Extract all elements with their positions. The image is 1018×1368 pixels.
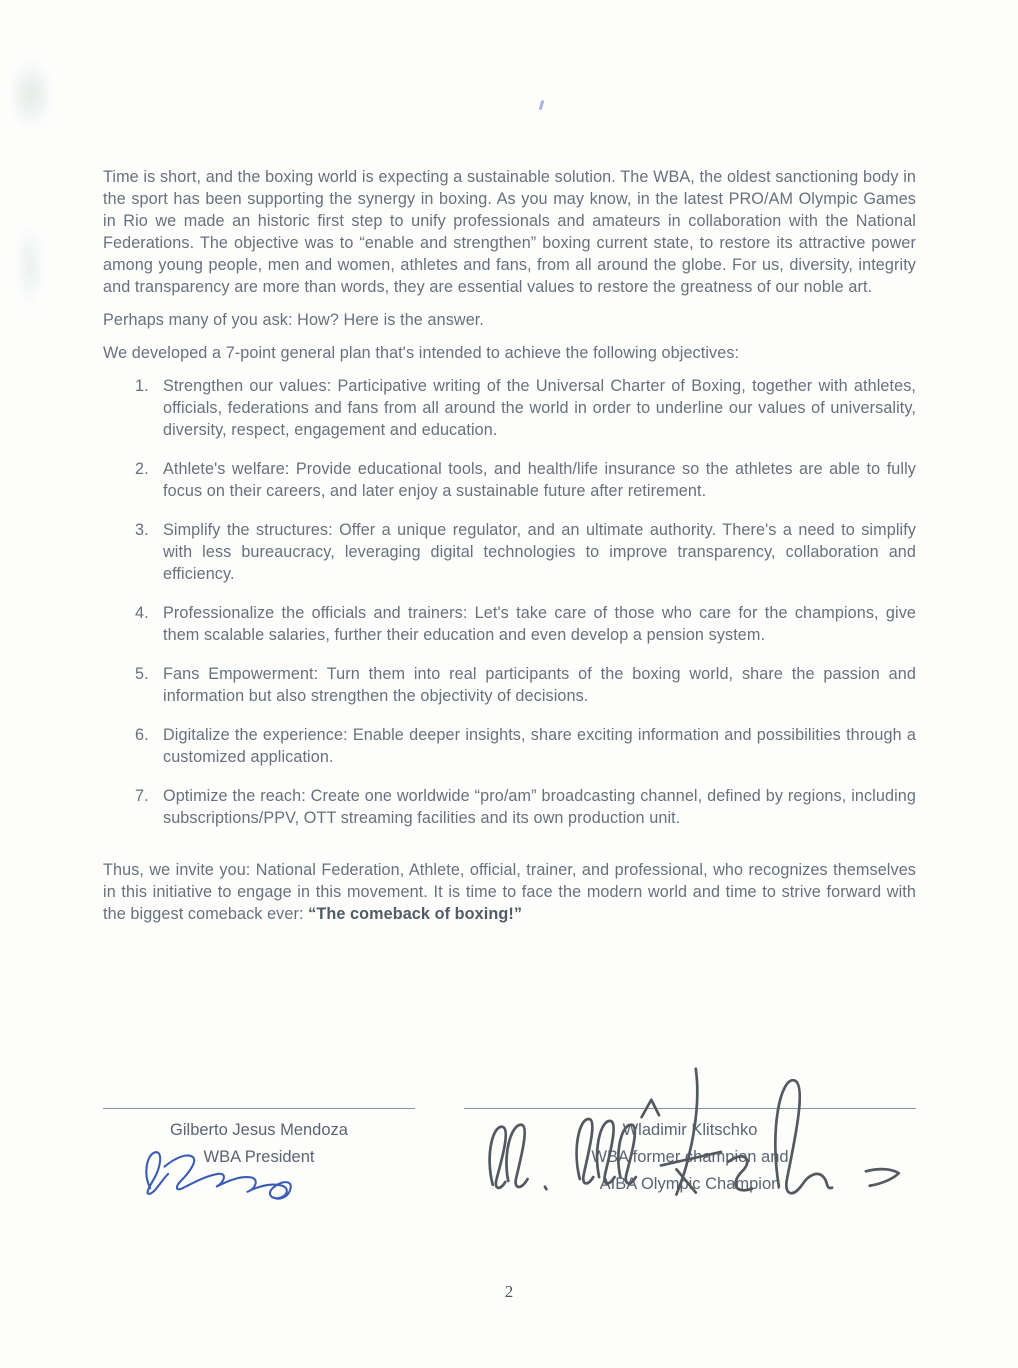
scan-smudge xyxy=(14,224,46,308)
klitschko-signature-image xyxy=(464,1063,914,1208)
paragraph-plan: We developed a 7-point general plan that's intended to achieve the following objectives: xyxy=(103,344,740,362)
list-item-text: Athlete's welfare: Provide educational tools, and health/life insurance so the athletes are able to fully focus on their careers, and later enjoy a sustainable future after retirement. xyxy=(163,460,916,500)
list-item-number: 4. xyxy=(135,604,149,622)
signature-block xyxy=(103,1108,916,1198)
paragraph-closing xyxy=(103,859,916,925)
list-item xyxy=(103,724,916,768)
signatory-name: Gilberto Jesus Mendoza xyxy=(170,1121,348,1139)
list-item-number: 7. xyxy=(135,787,149,805)
signatory-name: Wladimir Klitschko xyxy=(622,1121,758,1139)
list-item xyxy=(103,375,916,441)
closing-text: Thus, we invite you: National Federation, Athlete, official, trainer, and professional, who recognizes themselves in this initiative to engage in this movement. It is time to face the modern world and time to strive forward with the biggest comeback ever: xyxy=(103,861,916,923)
signature-klitschko xyxy=(464,1108,916,1198)
list-item-number: 6. xyxy=(135,726,149,744)
objectives-list xyxy=(103,375,916,829)
list-item-text: Strengthen our values: Participative writing of the Universal Charter of Boxing, together with athletes, officials, federations and fans from all around the world in order to underline our values of universality, diversity, respect, engagement and education. xyxy=(163,377,916,439)
list-item xyxy=(103,458,916,502)
scan-smudge xyxy=(8,58,54,130)
list-item-text: Digitalize the experience: Enable deeper insights, share exciting information and possibilities through a customized application. xyxy=(163,726,916,766)
list-item-text: Simplify the structures: Offer a unique regulator, and an ultimate authority. There's a need to simplify with less bureaucracy, leveraging digital technologies to improve transparency, collaboration and efficiency. xyxy=(163,521,916,583)
list-item-text: Optimize the reach: Create one worldwide “pro/am” broadcasting channel, defined by regions, including subscriptions/PPV, OTT streaming facilities and its own production unit. xyxy=(163,787,916,827)
list-item-text: Fans Empowerment: Turn them into real participants of the boxing world, share the passion and information but also strengthen the objectivity of decisions. xyxy=(163,665,916,705)
list-item xyxy=(103,663,916,707)
letter-body xyxy=(103,166,916,936)
page-number: 2 xyxy=(504,1282,514,1301)
pen-mark-artifact xyxy=(539,100,544,110)
list-item xyxy=(103,519,916,585)
list-item-number: 2. xyxy=(135,460,149,478)
signature-mendoza xyxy=(103,1108,415,1198)
list-item-number: 1. xyxy=(135,377,149,395)
signatory-title: WBA former champion and xyxy=(591,1148,789,1166)
signatory-title: WBA President xyxy=(203,1148,315,1166)
list-item-number: 3. xyxy=(135,521,149,539)
list-item-text: Professionalize the officials and trainers: Let's take care of those who care for the champions, give them scalable salaries, further their education and even develop a pension system. xyxy=(163,604,916,644)
signatory-title: AIBA Olympic Champion xyxy=(599,1175,781,1193)
paragraph-question: Perhaps many of you ask: How? Here is the answer. xyxy=(103,311,484,329)
mendoza-signature-image xyxy=(125,1139,395,1205)
closing-bold-text: “The comeback of boxing!” xyxy=(308,905,523,923)
list-item xyxy=(103,785,916,829)
paragraph-intro: Time is short, and the boxing world is expecting a sustainable solution. The WBA, the oldest sanctioning body in the sport has been supporting the synergy in boxing. As you may know, in the latest PRO/AM Olympic Games in Rio we made an historic first step to unify professionals and amateurs in collaboration with the National Federations. The objective was to “enable and strengthen” boxing current state, to restore its attractive power among young people, men and women, athletes and fans, from all around the globe. For us, diversity, integrity and transparency are more than words, they are essential values to restore the greatness of our noble art. xyxy=(103,168,916,296)
list-item-number: 5. xyxy=(135,665,149,683)
list-item xyxy=(103,602,916,646)
